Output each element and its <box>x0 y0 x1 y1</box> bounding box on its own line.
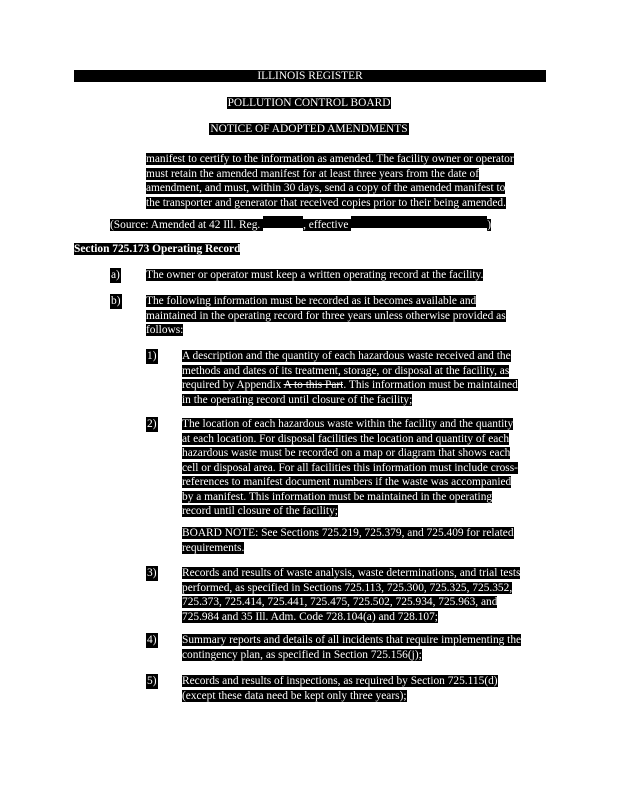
intro-paragraph <box>146 152 514 210</box>
item-b-text: The following information must be recorded as it becomes available and maintained in the operating record for three years unless otherwise provided as follows: <box>146 295 506 336</box>
item-2-label: 2) <box>147 418 157 430</box>
intro-line: must retain the amended manifest for at least three years from the date of <box>146 167 480 180</box>
source-note <box>110 216 491 233</box>
item-5-text: Records and results of inspections, as required by Section 725.115(d) (except these data need be kept only three years); <box>182 675 498 702</box>
item-2-text: The location of each hazardous waste within the facility and the quantity at each location. For disposal facilities the location and quantity of each hazardous waste must be recorded on a map or diagram that shows each cell or disposal area. For all facilities this information must include cross- references to manifest document numbers if the waste was accompanied by a manifest. This information must be maintained in the operating record until closure of the facility; <box>182 418 518 517</box>
board-note: BOARD NOTE: See Sections 725.219, 725.379, and 725.409 for related requirements. <box>182 527 514 554</box>
item-4-label: 4) <box>147 634 157 646</box>
header-register-bar <box>74 70 546 82</box>
intro-line: manifest to certify to the information as amended. The facility owner or operator <box>146 153 514 165</box>
source-middle: , effective <box>303 219 352 231</box>
section-heading <box>74 242 240 257</box>
struck-text: A to this Part <box>283 379 344 391</box>
source-blank-1 <box>263 216 303 228</box>
source-suffix: ) <box>487 219 492 231</box>
item-4-text: Summary reports and details of all incidents that require implementing the contingency plan, as specified in Section 725.156(j); <box>182 634 522 661</box>
item-1-label: 1) <box>147 350 157 362</box>
source-prefix: (Source: Amended at 42 Ill. Reg. <box>110 219 264 231</box>
register-title: ILLINOIS REGISTER <box>257 70 363 82</box>
item-a-text: The owner or operator must keep a written operating record at the facility. <box>146 269 484 281</box>
intro-line: amendment, and must, within 30 days, send a copy of the amended manifest to <box>146 182 506 194</box>
source-blank-2 <box>351 216 487 228</box>
board-title: POLLUTION CONTROL BOARD <box>227 97 391 109</box>
intro-line: the transporter and generator that received copies prior to their being amended. <box>146 196 506 209</box>
section-title: Section 725.173 Operating Record <box>74 243 241 255</box>
item-3-text: Records and results of waste analysis, waste determinations, and trial tests performed, as specified in Sections 725.113, 725.300, 725.325, 725.352, 725.373, 725.414, 725.441, 725.475, 725.502, 725.934, 725.963, and 725.984 and 35 Ill. Adm. Code 728.104(a) and 728.107; <box>182 567 521 623</box>
item-3-label: 3) <box>147 567 157 579</box>
item-a-label: a) <box>111 269 120 281</box>
item-5-label: 5) <box>147 675 157 687</box>
item-b-label: b) <box>111 295 121 307</box>
notice-title: NOTICE OF ADOPTED AMENDMENTS <box>210 123 408 135</box>
item-1-text: A description and the quantity of each hazardous waste received and the methods and dates of its treatment, storage, or disposal at the facility, as required by Appendix A to this Part. This information must be maintained in the operating record until closure of the facility; <box>182 350 518 406</box>
